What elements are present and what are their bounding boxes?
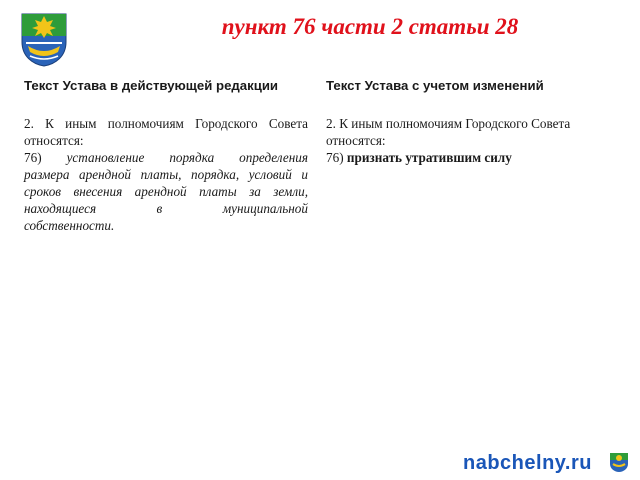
intro-line: 2. К иным полномочиям Городского Совета	[24, 116, 308, 131]
brand-link[interactable]: nabchelny.ru	[463, 452, 592, 474]
amended-text-body	[326, 115, 610, 166]
item-line: находящиеся в муниципальной	[24, 201, 308, 216]
intro-line: относятся:	[24, 133, 84, 148]
item-line	[24, 149, 308, 166]
current-text-heading: Текст Устава в действующей редакции	[24, 78, 279, 93]
item-line: собственности.	[24, 218, 115, 233]
page-title: пункт 76 части 2 статьи 28	[221, 14, 519, 39]
amended-text-heading: Текст Устава с учетом изменений	[326, 78, 544, 93]
current-text-column	[24, 78, 308, 234]
item-line: сроков внесения арендной платы за земли,	[24, 184, 308, 199]
item-text: признать утратившим силу	[346, 150, 512, 165]
city-coat-of-arms-icon	[14, 8, 74, 68]
item-number: 76)	[24, 150, 42, 165]
item-line	[326, 149, 610, 166]
amended-text-column	[326, 78, 610, 166]
current-text-body	[24, 115, 308, 234]
intro-line: относятся:	[326, 133, 386, 148]
item-line: размера арендной платы, порядка, условий и	[24, 167, 308, 182]
nabchelny-logo-icon	[608, 451, 630, 473]
intro-line: 2. К иным полномочиям Городского Совета	[326, 116, 571, 131]
item-text: установление порядка определения	[66, 150, 308, 165]
item-number: 76)	[326, 150, 344, 165]
